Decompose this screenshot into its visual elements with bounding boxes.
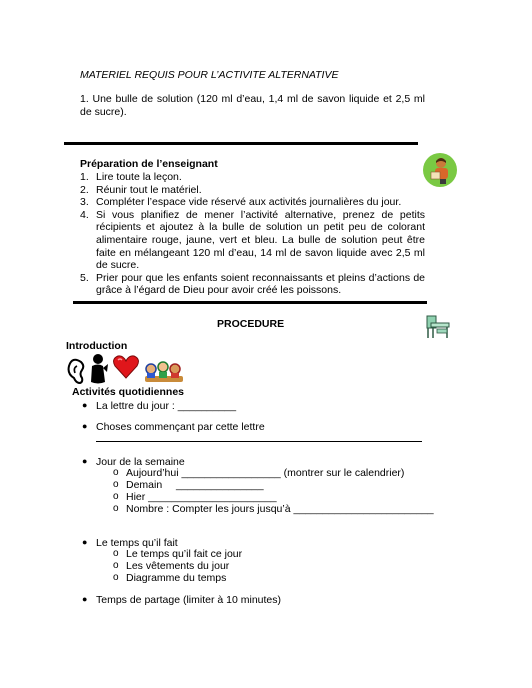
step-text: Si vous planifiez de mener l’activité alternative, prenez de petits récipients et ajoutez à la bulle de solution un petit peu de colorant alimentaire rouge, jaune, vert et bleu. La bulle de solution peut être faite en mélangeant 120 ml d’eau, 14 ml de savon liquide avec 2,5 ml de sucre. — [96, 208, 425, 272]
weather-item — [113, 572, 227, 584]
bullet-dot: ● — [82, 421, 88, 431]
sub-bullet: o — [113, 479, 119, 490]
heart-icon — [112, 354, 140, 380]
sub-text: Hier ______________________ — [126, 491, 277, 503]
tomorrow-blank: _______________ — [176, 479, 264, 491]
sub-text: Demain — [126, 479, 163, 491]
sub-bullet: o — [113, 560, 119, 571]
teacher-reading-icon — [422, 152, 458, 188]
day-item-tomorrow — [113, 479, 163, 491]
step-text: Réunir tout le matériel. — [96, 183, 202, 196]
ear-icon — [66, 356, 86, 386]
section-divider — [73, 301, 427, 304]
list-item — [80, 272, 425, 297]
sub-bullet: o — [113, 503, 119, 514]
sub-bullet: o — [113, 548, 119, 559]
children-group-icon — [143, 360, 185, 384]
step-number: 4. — [80, 208, 89, 221]
weather-item — [113, 560, 230, 572]
sub-bullet: o — [113, 467, 119, 478]
procedure-title: PROCEDURE — [217, 318, 285, 330]
introduction-label: Introduction — [66, 340, 128, 352]
bullet-sharing — [82, 594, 281, 606]
step-text: Lire toute la leçon. — [96, 171, 182, 183]
bullet-text: La lettre du jour : __________ — [96, 400, 237, 412]
bullet-text: Jour de la semaine — [96, 456, 185, 468]
step-number: 2. — [80, 183, 89, 196]
sub-text: Le temps qu’il fait ce jour — [126, 548, 243, 560]
step-text: Compléter l’espace vide réservé aux activités journalières du jour. — [96, 196, 402, 209]
list-item — [80, 184, 425, 197]
day-item-number — [113, 503, 434, 515]
weather-item — [113, 548, 243, 560]
school-desk-icon — [423, 310, 453, 340]
sub-text: Diagramme du temps — [126, 572, 227, 584]
bullet-things — [82, 421, 265, 433]
sub-text: Aujourd’hui _________________ (montrer sur le calendrier) — [126, 467, 405, 479]
bullet-letter — [82, 400, 237, 412]
bullet-dot: ● — [82, 456, 88, 466]
step-text: Prier pour que les enfants soient reconnaissants et pleins d’actions de grâce à l’égard de Dieu pour avoir créé les poissons. — [96, 271, 425, 297]
bullet-text: Le temps qu’il fait — [96, 537, 178, 549]
bullet-dot: ● — [82, 594, 88, 604]
materials-item: 1. Une bulle de solution (120 ml d’eau, 1,4 ml de savon liquide et 2,5 ml de sucre). — [80, 93, 425, 118]
sub-bullet: o — [113, 572, 119, 583]
bullet-dot: ● — [82, 400, 88, 410]
bullet-dot: ● — [82, 537, 88, 547]
prep-title: Préparation de l’enseignant — [80, 158, 218, 170]
day-item-yesterday — [113, 491, 277, 503]
praying-child-icon — [88, 352, 110, 386]
step-number: 5. — [80, 271, 89, 284]
step-number: 1. — [80, 171, 89, 183]
list-item — [80, 171, 425, 184]
answer-line — [96, 441, 422, 442]
sub-text: Nombre : Compter les jours jusqu’à ________________________ — [126, 503, 434, 515]
bullet-text: Choses commençant par cette lettre — [96, 421, 265, 433]
sub-bullet: o — [113, 491, 119, 502]
list-item — [80, 209, 425, 272]
sub-text: Les vêtements du jour — [126, 560, 230, 572]
daily-activities-label: Activités quotidiennes — [72, 386, 185, 398]
bullet-text: Temps de partage (limiter à 10 minutes) — [96, 594, 281, 606]
section-divider — [64, 142, 418, 145]
step-number: 3. — [80, 196, 89, 209]
day-item-today — [113, 467, 405, 479]
list-item — [80, 196, 425, 209]
materials-heading: MATERIEL REQUIS POUR L’ACTIVITE ALTERNATIVE — [80, 69, 339, 81]
prep-steps — [80, 171, 425, 297]
